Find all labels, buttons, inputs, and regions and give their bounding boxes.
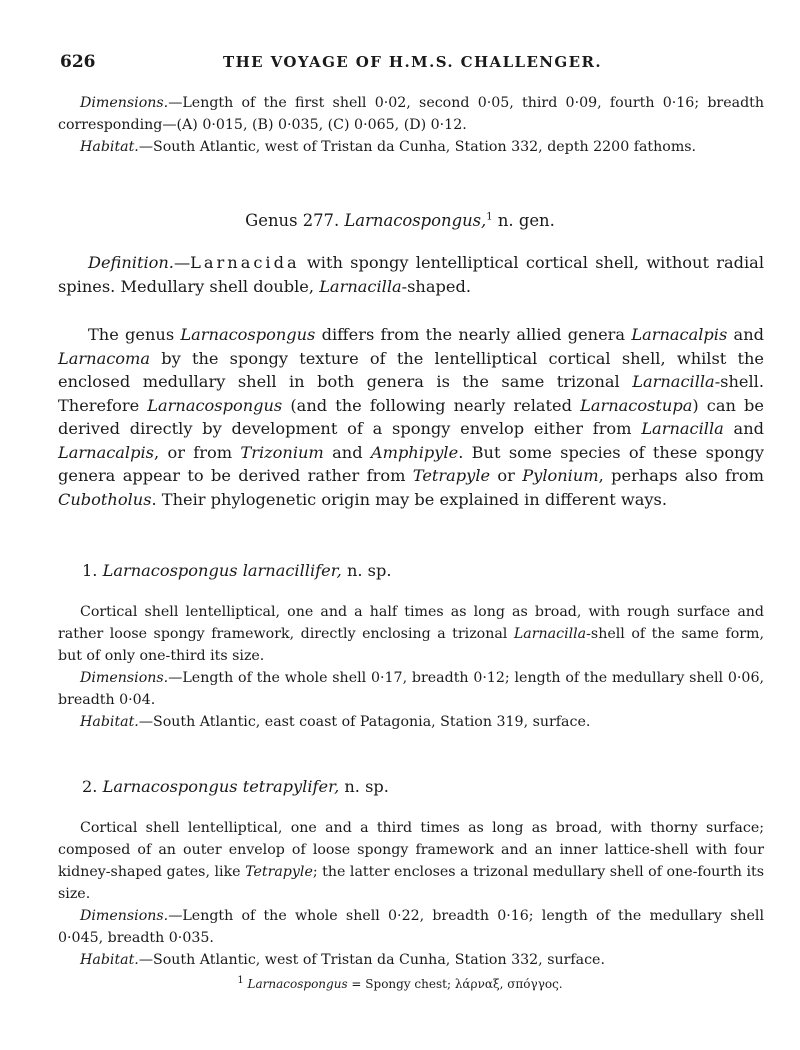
running-head (60, 52, 765, 74)
footnote: $^1$ Larnacospongus = Spongy chest; λάρναξ, σπόγγος. (237, 975, 563, 991)
species-habitat: Habitat.—South Atlantic, west of Tristan da Cunha, Station 332, surface. (80, 952, 605, 968)
dimensions-label: Dimensions. (80, 670, 169, 686)
genus-prefix: Genus 277. (245, 211, 345, 230)
genus-heading (0, 211, 800, 230)
species-description: Cortical shell lentelliptical, one and a third times as long as broad, with thorny surface; composed of an outer envelop of loose spongy framework and an inner lattice-shell with four kidney-shaped gates, like Tetrapyle; the latter encloses a trizonal medullary shell of one-fourth its size. (58, 820, 764, 902)
habitat-label: Habitat. (80, 139, 139, 155)
species-name: Larnacospongus larnacillifer, (102, 561, 342, 580)
species-2-block (58, 817, 764, 971)
page-number: 626 (60, 52, 96, 72)
footnote-mark: 1 (486, 211, 493, 223)
genus-name: Larnacospongus, (344, 211, 487, 230)
species-dimensions: Dimensions.—Length of the whole shell 0·22, breadth 0·16; length of the medullary shell 0·045, breadth 0·035. (58, 908, 764, 946)
species-heading-2: 2. Larnacospongus tetrapylifer, n. sp. (82, 777, 389, 796)
dimensions-label: Dimensions. (80, 908, 169, 924)
species-1-block (58, 601, 764, 733)
habitat-text: —South Atlantic, west of Tristan da Cunha, Station 332, depth 2200 fathoms. (138, 139, 697, 155)
habitat-label: Habitat. (80, 952, 139, 968)
discussion-paragraph: The genus Larnacospongus differs from the nearly allied genera Larnacalpis and Larnacoma by the spongy texture of the lentelliptical cortical shell, whilst the enclosed medullary shell in both genera is the same trizonal Larnacilla-shell. Therefore Larnacospongus (and the following nearly related Larnacostupa) can be derived directly by development of a spongy envelop either from Larnacilla and Larnacalpis, or from Trizonium and Amphipyle. But some species of these spongy genera appear to be derived rather from Tetrapyle or Pylonium, perhaps also from Cubotholus. Their phylogenetic origin may be explained in different ways. (58, 325, 764, 509)
dimensions-label: Dimensions. (80, 95, 169, 111)
species-name: Larnacospongus tetrapylifer, (102, 777, 340, 796)
definition-paragraph: Definition.—Larnacida with spongy lentelliptical cortical shell, without radial spines. Medullary shell double, Larnacilla-shaped. (58, 253, 764, 296)
journal-title: THE VOYAGE OF H.M.S. CHALLENGER. (223, 53, 602, 71)
genus-definition (58, 251, 764, 298)
species-description: Cortical shell lentelliptical, one and a half times as long as broad, with rough surface and rather loose spongy framework, directly enclosing a trizonal Larnacilla-shell of the same form, but of only one-third its size. (58, 604, 764, 664)
greek-etymology: λάρναξ, σπόγγος. (454, 977, 563, 991)
family-name: Larnacida (190, 253, 300, 272)
species-habitat: Habitat.—South Atlantic, east coast of Patagonia, Station 319, surface. (80, 714, 591, 730)
species-dimensions: Dimensions.—Length of the whole shell 0·17, breadth 0·12; length of the medullary shell 0·06, breadth 0·04. (58, 670, 764, 708)
prev-habitat-paragraph (58, 136, 764, 158)
previous-species-block (58, 92, 764, 158)
species-heading-1: 1. Larnacospongus larnacillifer, n. sp. (82, 561, 392, 580)
dimensions-text: —Length of the first shell 0·02, second 0·05, third 0·09, fourth 0·16; breadth corresponding—(A) 0·015, (B) 0·035, (C) 0·065, (D) 0·12. (58, 95, 764, 133)
definition-label: Definition. (88, 253, 174, 272)
genus-suffix: n. gen. (492, 211, 555, 230)
habitat-label: Habitat. (80, 714, 139, 730)
genus-discussion (58, 323, 764, 511)
prev-dimensions-paragraph (58, 92, 764, 136)
